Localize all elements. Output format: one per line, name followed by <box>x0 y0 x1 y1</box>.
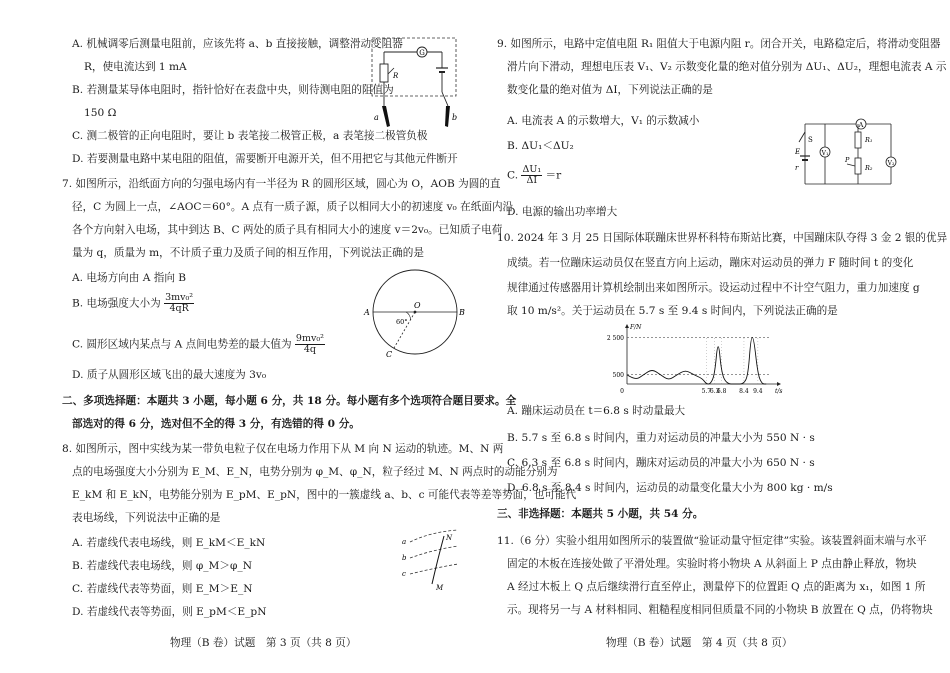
q8-option-d: D. 若虚线代表等势面，则 E_pM＜E_pN <box>72 606 267 618</box>
y-axis-arrow-icon <box>625 324 629 328</box>
q9-stem-line3: 数变化量的绝对值为 ΔI，下列说法正确的是 <box>507 84 713 96</box>
q7-stem-line1: 7. 如图所示，沿纸面方向的匀强电场内有一半径为 R 的圆形区域，圆心为 O，AOB 为圆的直 <box>62 178 501 190</box>
x-tick-label: 6.3 <box>709 388 720 395</box>
q9-circuit-figure <box>795 110 903 196</box>
q8-stem-line1: 8. 如图所示，图中实线为某一带负电粒子仅在电场力作用下从 M 向 N 运动的轨迹。M、N 两 <box>62 443 504 455</box>
resistor-r1-icon <box>855 132 861 148</box>
section3-heading: 三、非选择题：本题共 5 小题，共 54 分。 <box>497 508 704 520</box>
slider-p-label: P <box>845 156 850 164</box>
section2-heading-line2: 部选对的得 6 分，选对但不全的得 3 分，有选错的得 0 分。 <box>72 418 360 430</box>
q8-stem-line2: 点的电场强度大小分别为 E_M、E_N，电势分别为 φ_M、φ_N，粒子经过 M、N 两点时的动能分别为 <box>72 466 558 478</box>
q10-stem-line2: 成绩。若一位蹦床运动员仅在竖直方向上运动，蹦床对运动员的弹力 F 随时间 t 的变化 <box>507 257 914 269</box>
q9-option-c-num: ΔU₁ <box>522 164 542 175</box>
force-time-chart <box>593 322 783 398</box>
q6-option-a-line1: A. 机械调零后测量电阻前，应该先将 a、b 直接接触，调整滑动变阻器 <box>72 38 403 50</box>
left-page-footer: 物理（B 卷）试题 第 3 页（共 8 页） <box>170 637 357 649</box>
q6-option-b-line1: B. 若测量某导体电阻时，指针恰好在表盘中央，则待测电阻的阻值为 <box>72 84 394 96</box>
line-a-label: a <box>402 538 407 546</box>
q11-stem-line1: 11.（6 分）实验小组用如图所示的装置做“验证动量守恒定律”实验。该装置斜面末端与水平 <box>497 535 927 547</box>
q7-stem-line2: 径，C 为圆上一点，∠AOC＝60°。A 点有一质子源，质子以相同大小的初速度 v₀ 在纸面内沿 <box>72 201 514 213</box>
q8-option-b: B. 若虚线代表电场线，则 φ_M＞φ_N <box>72 560 252 572</box>
q8-stem-line3: E_kM 和 E_kN，电势能分别为 E_pM、E_pN，图中的一簇虚线 a、b、c 可能代表等差等势面，也可能代 <box>72 489 577 501</box>
switch-label: S <box>808 136 813 144</box>
probe-b-label: b <box>452 113 458 122</box>
center-o-dot <box>414 311 417 314</box>
q7-option-a: A. 电场方向由 A 指向 B <box>72 272 187 284</box>
ohmmeter-circuit-figure <box>368 34 460 130</box>
q7-option-c-fraction <box>295 334 325 355</box>
ammeter-label: A <box>858 121 864 129</box>
q10-option-a: A. 蹦床运动员在 t＝6.8 s 时动量最大 <box>507 405 686 417</box>
probe-b-icon <box>445 106 450 127</box>
y-tick-label: 500 <box>612 372 624 380</box>
q9-option-c <box>507 165 561 186</box>
line-c-label: c <box>402 570 406 578</box>
q7-option-b-num: 3mv₀² <box>165 292 194 303</box>
trajectory-figure <box>400 528 466 592</box>
q8-option-a: A. 若虚线代表电场线，则 E_kM＜E_kN <box>72 537 266 549</box>
point-n-label: N <box>446 534 453 542</box>
q9-option-a: A. 电流表 A 的示数增大，V₁ 的示数减小 <box>507 115 700 127</box>
point-b-label: B <box>459 308 465 317</box>
q9-stem-line1: 9. 如图所示，电路中定值电阻 R₁ 阻值大于电源内阻 r。闭合开关，电路稳定后，将滑动变阻器 <box>497 38 941 50</box>
q10-option-b: B. 5.7 s 至 6.8 s 时间内，重力对运动员的冲量大小为 550 N · s <box>507 432 815 444</box>
section2-heading-line1: 二、多项选择题：本题共 3 小题，每小题 6 分，共 18 分。每小题有多个选项符合题目要求。全 <box>62 395 517 407</box>
source-r-label: r <box>795 164 799 172</box>
resistor-r1-label: R₁ <box>865 136 873 144</box>
rheostat-r2-icon <box>855 158 861 174</box>
q9-option-d: D. 电源的输出功率增大 <box>507 206 618 218</box>
q8-stem-line4: 表电场线，下列说法中正确的是 <box>72 512 221 524</box>
probe-a-label: a <box>374 113 379 122</box>
x-tick-label: 8.4 <box>739 388 749 395</box>
q6-option-b-line2: 150 Ω <box>84 107 117 119</box>
q10-stem-line3: 规律通过传感器用计算机绘制出来如图所示。设运动过程中不计空气阻力，重力加速度 g <box>507 282 920 294</box>
voltmeter-v2-label: V₂ <box>887 160 895 167</box>
q9-option-c-suffix: ＝r <box>545 169 562 182</box>
q9-option-c-prefix: C. <box>507 169 519 182</box>
q7-option-b-prefix: B. 电场强度大小为 <box>72 297 161 310</box>
source-e-label: E <box>795 148 801 156</box>
x-axis-arrow-icon <box>777 382 781 386</box>
q7-option-c <box>72 334 325 355</box>
x-axis-label: t/s <box>775 388 783 395</box>
point-c-label: C <box>386 350 393 359</box>
line-b-label: b <box>402 554 407 562</box>
q9-option-b: B. ΔU₁＜ΔU₂ <box>507 140 574 152</box>
rheostat-label: R <box>393 72 399 80</box>
right-page-footer: 物理（B 卷）试题 第 4 页（共 8 页） <box>606 637 793 649</box>
q7-option-d: D. 质子从圆形区域飞出的最大速度为 3v₀ <box>72 369 267 381</box>
q11-stem-line2: 固定的木板在连接处做了平滑处理。实验时将小物块 A 从斜面上 P 点由静止释放，物块 <box>507 558 917 570</box>
y-tick-label: 2 500 <box>606 334 624 342</box>
q10-stem-line1: 10. 2024 年 3 月 25 日国际体联蹦床世界杯科特布斯站比赛，中国蹦床队夺得 3 金 2 银的优异 <box>497 232 948 244</box>
particle-trajectory <box>432 536 444 584</box>
dashed-line-c <box>410 564 458 574</box>
slider-p-icon <box>847 164 855 166</box>
q9-option-c-den: ΔI <box>526 174 538 186</box>
probe-a-icon <box>382 106 390 127</box>
q6-option-a-line2: R，使电流达到 1 mA <box>84 61 187 73</box>
q6-option-c: C. 测二极管的正向电阻时，要让 b 表笔接二极管正极，a 表笔接二极管负极 <box>72 130 428 142</box>
probe-b-wire <box>442 92 448 106</box>
q7-stem-line3: 各个方向射入电场，其中到达 B、C 两处的质子具有相同大小的速度 v＝2v₀。已知质子电荷 <box>72 224 503 236</box>
voltmeter-v1-label: V₁ <box>821 150 829 157</box>
q7-option-b-den: 4qR <box>169 302 189 314</box>
x-tick-label: 5.7 <box>701 388 712 395</box>
q11-stem-line3: A 经过木板上 Q 点后继续滑行直至停止，测量停下的位置距 Q 点的距离为 x₁，如图 1 所 <box>507 581 926 593</box>
center-o-label: O <box>414 301 421 310</box>
q10-stem-line4: 取 10 m/s²。关于运动员在 5.7 s 至 9.4 s 时间内，下列说法正确的是 <box>507 305 838 317</box>
point-a-label: A <box>364 308 370 317</box>
x-tick-label: 9.4 <box>753 388 763 395</box>
series-line-f-t <box>627 337 766 384</box>
origin-label: 0 <box>620 388 624 395</box>
angle-label: 60° <box>396 318 408 326</box>
point-m-label: M <box>436 584 444 592</box>
dashed-line-b <box>410 546 458 558</box>
rheostat-r2-label: R₂ <box>865 164 873 172</box>
q8-option-c: C. 若虚线代表等势面，则 E_M＞E_N <box>72 583 253 595</box>
q7-option-b <box>72 293 194 314</box>
q7-option-c-num: 9mv₀² <box>295 333 324 344</box>
q7-stem-line4: 量为 q，质量为 m，不计质子重力及质子间的相互作用，下列说法正确的是 <box>72 247 424 259</box>
rheostat-icon <box>380 64 388 82</box>
q9-stem-line2: 滑片向下滑动，理想电压表 V₁、V₂ 示数变化量的绝对值分别为 ΔU₁、ΔU₂，理想电流表 A 示 <box>507 61 947 73</box>
q11-stem-line4: 示。现将另一与 A 材料相同、粗糙程度相同但质量不同的小物块 B 放置在 Q 点，仍将物块 <box>507 604 933 616</box>
x-tick-label: 6.8 <box>716 388 727 395</box>
q9-option-c-fraction <box>521 165 542 186</box>
q7-option-c-den: 4q <box>303 343 317 355</box>
circle-field-figure <box>362 266 468 364</box>
galvanometer-label: G <box>419 49 425 57</box>
q7-option-b-fraction <box>164 293 194 314</box>
q6-option-d: D. 若要测量电路中某电阻的阻值，需要断开电源开关，但不用把它与其他元件断开 <box>72 153 458 165</box>
switch-icon <box>799 132 805 142</box>
q7-option-c-prefix: C. 圆形区域内某点与 A 点间电势差的最大值为 <box>72 338 292 351</box>
y-axis-label: F/N <box>630 324 642 331</box>
q10-option-c: C. 6.3 s 至 6.8 s 时间内，蹦床对运动员的冲量大小为 650 N · s <box>507 457 815 469</box>
q10-option-d: D. 6.8 s 至 8.4 s 时间内，运动员的动量变化量大小为 800 kg · m/s <box>507 482 833 494</box>
